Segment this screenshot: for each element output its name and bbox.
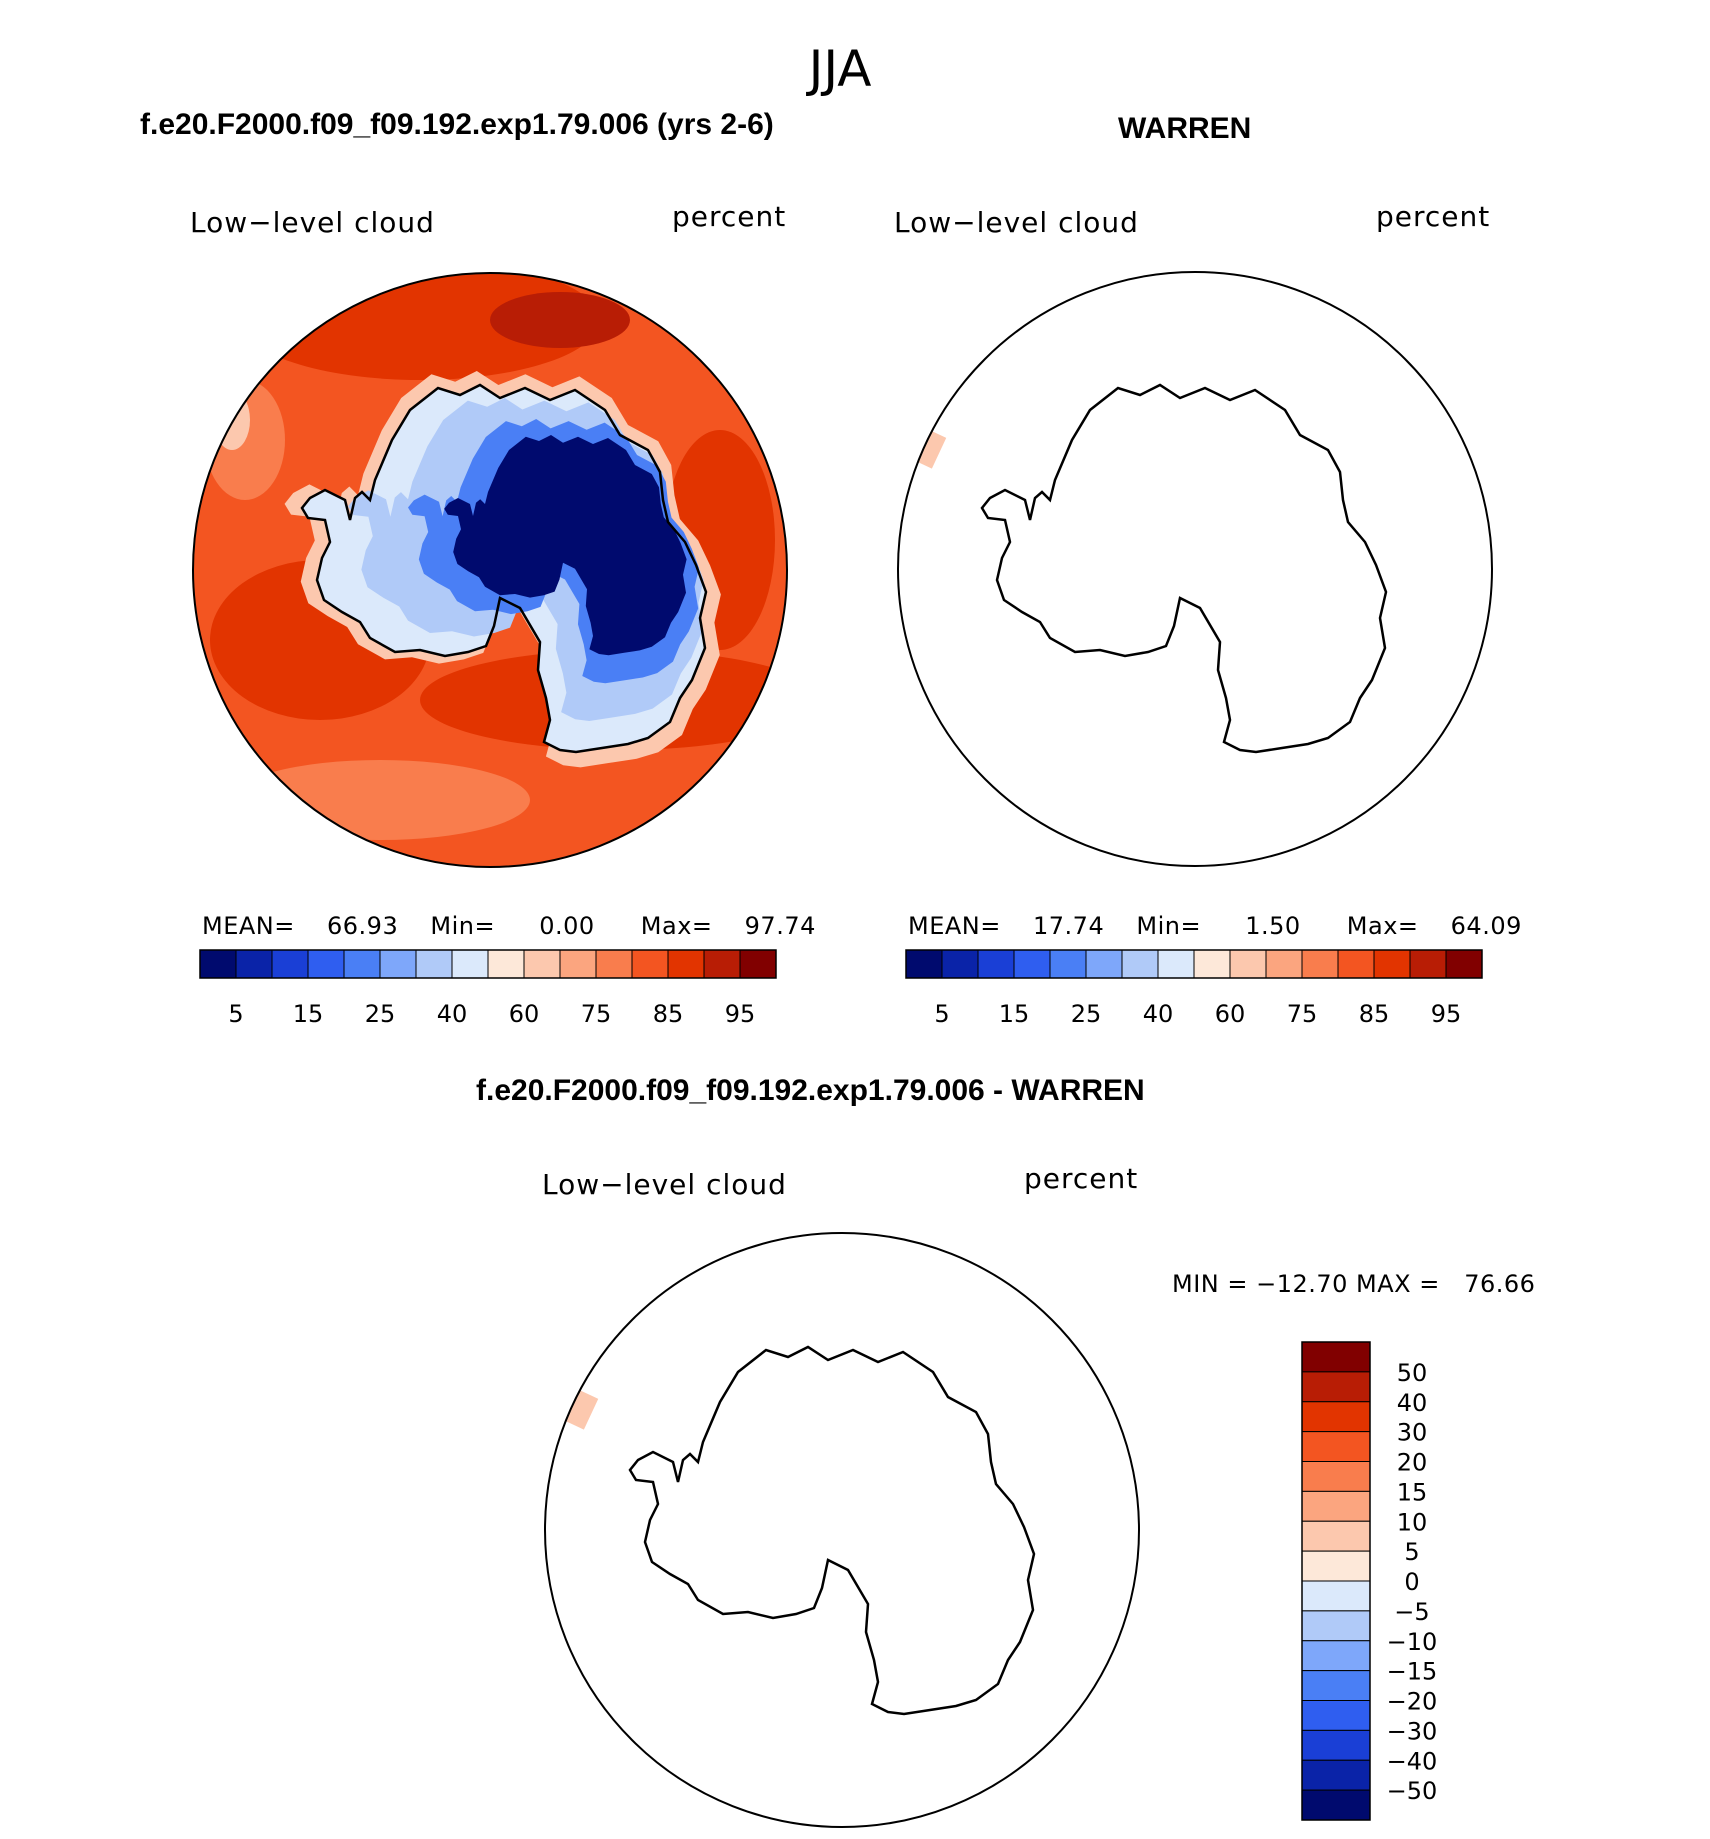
diff-colorbar-swatch <box>1302 1701 1370 1731</box>
panel-1-colorbar-swatch <box>452 950 488 978</box>
panel-2-min-value: 1.50 <box>1245 912 1301 940</box>
panel-2-colorbar-tick-label: 25 <box>1070 1000 1102 1028</box>
panel-1-colorbar-swatch <box>200 950 236 978</box>
panel-2-colorbar-swatch <box>1446 950 1482 978</box>
diff-colorbar-swatch <box>1302 1730 1370 1760</box>
panel-1-mean-value: 66.93 <box>327 912 399 940</box>
diff-colorbar-swatch <box>1302 1491 1370 1521</box>
panel-2-map <box>898 272 1492 866</box>
panel-1-min-label: Min= <box>430 912 496 940</box>
panel-2-colorbar-swatch <box>942 950 978 978</box>
diff-colorbar-swatch <box>1302 1551 1370 1581</box>
panel-1-stats <box>202 912 816 940</box>
panel-1-colorbar-tick-label: 15 <box>292 1000 324 1028</box>
diff-colorbar-swatch <box>1302 1671 1370 1701</box>
panel-1-colorbar-swatch <box>524 950 560 978</box>
panel-2-colorbar <box>906 950 1482 1028</box>
diff-colorbar-tick-label: −10 <box>1386 1627 1438 1656</box>
panel-1-map <box>190 260 820 870</box>
panel-2-colorbar-tick-label: 85 <box>1358 1000 1390 1028</box>
panel-2-colorbar-tick-label: 40 <box>1142 1000 1174 1028</box>
panel-2-colorbar-tick-label: 15 <box>998 1000 1030 1028</box>
diff-colorbar-tick-label: −40 <box>1386 1747 1438 1776</box>
panel-2-colorbar-tick-label: 95 <box>1430 1000 1462 1028</box>
panel-2-colorbar-swatch <box>1230 950 1266 978</box>
panel-1-units: percent <box>672 200 787 233</box>
diff-colorbar-tick-label: 20 <box>1396 1448 1428 1477</box>
diff-colorbar-tick-label: −30 <box>1386 1717 1438 1746</box>
panel-1-colorbar-swatch <box>308 950 344 978</box>
diff-units: percent <box>1024 1162 1139 1195</box>
panel-1-colorbar-tick-label: 40 <box>436 1000 468 1028</box>
panel-2-variable: Low−level cloud <box>894 206 1139 239</box>
panel-2-colorbar-swatch <box>1338 950 1374 978</box>
diff-heading: f.e20.F2000.f09_f09.192.exp1.79.006 - WARREN <box>476 1074 1145 1107</box>
diff-colorbar-swatch <box>1302 1521 1370 1551</box>
panel-1-colorbar-tick-label: 25 <box>364 1000 396 1028</box>
diff-variable: Low−level cloud <box>542 1168 787 1201</box>
panel-2-max-label: Max= <box>1346 912 1419 940</box>
diff-colorbar-swatch <box>1302 1432 1370 1462</box>
panel-1-max-label: Max= <box>640 912 713 940</box>
panel-1-colorbar-swatch <box>668 950 704 978</box>
panel-2-colorbar-swatch <box>1374 950 1410 978</box>
diff-colorbar-tick-label: 15 <box>1396 1478 1428 1507</box>
panel-1-colorbar-swatch <box>560 950 596 978</box>
diff-colorbar-tick-label: 5 <box>1404 1538 1420 1567</box>
panel-1-colorbar-tick-label: 5 <box>228 1000 244 1028</box>
diff-colorbar-swatch <box>1302 1581 1370 1611</box>
panel-1-max-value: 97.74 <box>744 912 816 940</box>
panel-2-colorbar-swatch <box>1086 950 1122 978</box>
panel-2-colorbar-swatch <box>906 950 942 978</box>
panel-2-colorbar-tick-label: 75 <box>1286 1000 1318 1028</box>
panel-1-colorbar-tick-label: 75 <box>580 1000 612 1028</box>
panel-2-heading: WARREN <box>1118 112 1252 145</box>
panel-2-colorbar-swatch <box>978 950 1014 978</box>
diff-colorbar-tick-label: 0 <box>1404 1568 1420 1596</box>
panel-2-colorbar-tick-label: 5 <box>934 1000 950 1028</box>
panel-2-max-value: 64.09 <box>1450 912 1522 940</box>
panel-2-colorbar-swatch <box>1410 950 1446 978</box>
diff-colorbar-swatch <box>1302 1641 1370 1671</box>
panel-1-colorbar-tick-label: 60 <box>508 1000 540 1028</box>
panel-2-colorbar-swatch <box>1050 950 1086 978</box>
panel-1-colorbar-swatch <box>272 950 308 978</box>
diff-colorbar-tick-label: 10 <box>1396 1508 1428 1537</box>
panel-2-mean-value: 17.74 <box>1033 912 1105 940</box>
panel-1-colorbar-swatch <box>236 950 272 978</box>
panel-2-colorbar-swatch <box>1266 950 1302 978</box>
panel-2-colorbar-swatch <box>1302 950 1338 978</box>
diff-colorbar-tick-label: −5 <box>1394 1597 1430 1626</box>
panel-2-stats <box>908 912 1522 940</box>
panel-2-colorbar-swatch <box>1014 950 1050 978</box>
panel-1-colorbar-swatch <box>632 950 668 978</box>
diff-colorbar-swatch <box>1302 1462 1370 1492</box>
diff-colorbar-swatch <box>1302 1402 1370 1432</box>
diff-colorbar-tick-label: −15 <box>1386 1657 1438 1686</box>
panel-2-units: percent <box>1376 200 1491 233</box>
panel-1-heading: f.e20.F2000.f09_f09.192.exp1.79.006 (yrs 2-6) <box>140 108 774 141</box>
panel-2-colorbar-swatch <box>1194 950 1230 978</box>
diff-colorbar-tick-label: 40 <box>1396 1388 1428 1417</box>
panel-1-colorbar-swatch <box>740 950 776 978</box>
diff-colorbar-tick-label: 30 <box>1396 1418 1428 1447</box>
diff-colorbar-swatch <box>1302 1342 1370 1372</box>
panel-2-mean-label: MEAN= <box>908 912 1001 940</box>
diff-colorbar <box>1302 1342 1437 1820</box>
panel-1-colorbar-swatch <box>596 950 632 978</box>
panel-1-colorbar-swatch <box>344 950 380 978</box>
diff-colorbar-swatch <box>1302 1760 1370 1790</box>
panel-1-colorbar-tick-label: 85 <box>652 1000 684 1028</box>
panel-1-variable: Low−level cloud <box>190 206 435 239</box>
panel-1-min-value: 0.00 <box>539 912 595 940</box>
diff-colorbar-swatch <box>1302 1790 1370 1820</box>
diff-colorbar-swatch <box>1302 1372 1370 1402</box>
diff-colorbar-tick-label: −50 <box>1386 1777 1438 1806</box>
panel-1-colorbar-swatch <box>416 950 452 978</box>
diff-colorbar-tick-label: 50 <box>1396 1358 1428 1387</box>
diff-minmax: MIN = −12.70 MAX = 76.66 <box>1172 1270 1536 1298</box>
panel-1-colorbar-swatch <box>488 950 524 978</box>
panel-1-mean-label: MEAN= <box>202 912 295 940</box>
season-title: JJA <box>808 40 872 98</box>
diff-colorbar-tick-label: −20 <box>1386 1687 1438 1716</box>
panel-2-colorbar-swatch <box>1158 950 1194 978</box>
panel-2-colorbar-tick-label: 60 <box>1214 1000 1246 1028</box>
diff-map <box>545 1233 1139 1827</box>
panel-1-colorbar-swatch <box>704 950 740 978</box>
diff-colorbar-swatch <box>1302 1611 1370 1641</box>
panel-1-colorbar <box>200 950 776 1028</box>
panel-2-min-label: Min= <box>1136 912 1202 940</box>
panel-2-colorbar-swatch <box>1122 950 1158 978</box>
panel-1-colorbar-tick-label: 95 <box>724 1000 756 1028</box>
panel-1-colorbar-swatch <box>380 950 416 978</box>
